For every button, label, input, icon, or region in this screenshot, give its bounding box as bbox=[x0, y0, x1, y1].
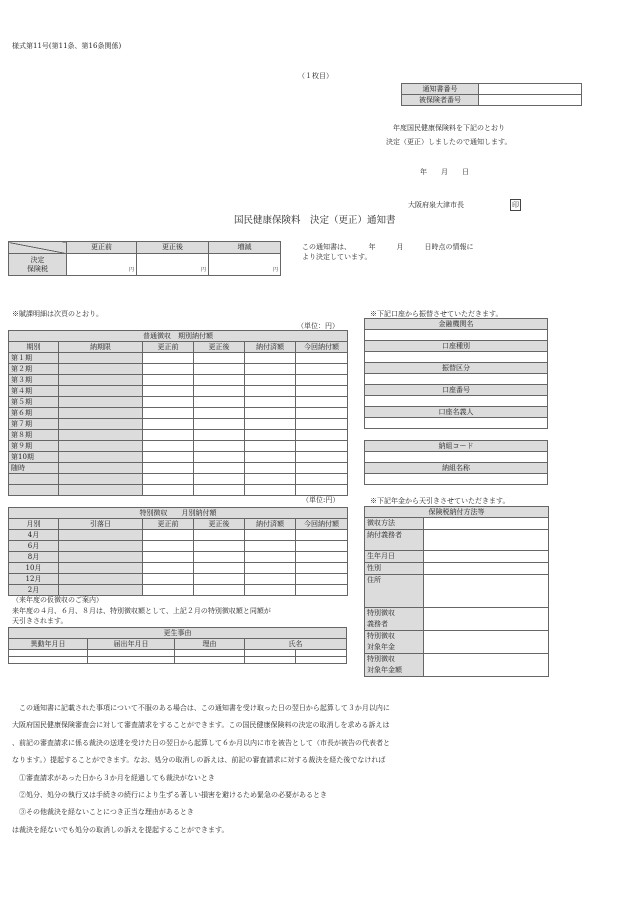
field-value bbox=[365, 474, 548, 485]
table-row bbox=[9, 563, 348, 574]
value-row bbox=[365, 396, 548, 407]
bank-note: ※下記口座から振替させていただきます。 bbox=[370, 310, 503, 318]
next-year-heading: （来年度の仮徴収のご案内） bbox=[12, 596, 103, 604]
amount-cell bbox=[143, 375, 194, 386]
column-header: 今回納付額 bbox=[296, 342, 348, 353]
amount-cell bbox=[296, 375, 348, 386]
table-row bbox=[9, 574, 348, 585]
amount-cell bbox=[143, 552, 194, 563]
table-row bbox=[9, 419, 348, 430]
due-date-cell bbox=[59, 430, 143, 441]
amount-cell bbox=[296, 397, 348, 408]
notice-number-label: 通知書番号 bbox=[402, 84, 479, 95]
pension-note: ※下記年金から天引きさせていただきます。 bbox=[370, 497, 510, 505]
sheet-label: （１枚目） bbox=[298, 72, 333, 80]
field-value bbox=[424, 631, 549, 654]
row-label-1: 決定 bbox=[30, 255, 45, 264]
value-row bbox=[365, 474, 548, 485]
seal-mark: 印 bbox=[512, 201, 519, 209]
amount-cell bbox=[143, 386, 194, 397]
table-row bbox=[9, 386, 348, 397]
appeal-item-2: ②処分、処分の執行又は手続きの続行により生ずる著しい損害を避けるため緊急の必要があるとき bbox=[12, 791, 327, 800]
label-row bbox=[365, 319, 548, 330]
amount-cell bbox=[194, 430, 245, 441]
field-label: 特別徴収 対象年金 bbox=[365, 631, 424, 654]
amount-cell bbox=[245, 485, 296, 496]
table-row bbox=[365, 654, 549, 677]
row-label: 随時 bbox=[9, 463, 59, 474]
amount-cell bbox=[143, 541, 194, 552]
summary-table bbox=[8, 241, 281, 276]
field-label: 口座番号 bbox=[365, 385, 548, 396]
issuer bbox=[408, 199, 521, 211]
col-change-date: 異動年月日 bbox=[9, 639, 88, 650]
table-row bbox=[9, 364, 348, 375]
due-date-cell bbox=[59, 485, 143, 496]
label-row bbox=[365, 441, 548, 452]
table-row bbox=[9, 530, 348, 541]
form-number: 様式第11号(第11条、第16条関係) bbox=[12, 42, 122, 50]
value-row bbox=[365, 352, 548, 363]
amount-cell bbox=[194, 574, 245, 585]
amount-cell bbox=[194, 585, 245, 596]
amount-cell bbox=[143, 585, 194, 596]
field-value bbox=[424, 654, 549, 677]
amount-cell bbox=[296, 552, 348, 563]
row-label: 第８期 bbox=[9, 430, 59, 441]
value-row bbox=[365, 330, 548, 341]
amount-cell bbox=[194, 364, 245, 375]
next-year-note bbox=[12, 595, 271, 627]
column-header: 納付済額 bbox=[245, 342, 296, 353]
due-date-cell bbox=[59, 386, 143, 397]
amount-cell bbox=[245, 541, 296, 552]
issue-date: 年 月 日 bbox=[420, 168, 469, 176]
column-header: 月別 bbox=[9, 519, 59, 530]
amount-cell bbox=[245, 452, 296, 463]
field-value bbox=[365, 330, 548, 341]
amount-cell bbox=[194, 530, 245, 541]
table-title-row bbox=[9, 331, 348, 342]
amount-cell bbox=[143, 452, 194, 463]
appeal-item-3: ③その他裁決を経ないことにつき正当な理由があるとき bbox=[12, 808, 194, 817]
amount-cell bbox=[245, 441, 296, 452]
row-label: 2月 bbox=[9, 585, 59, 596]
row-label: 第10期 bbox=[9, 452, 59, 463]
field-label: 振替区分 bbox=[365, 363, 548, 374]
due-date-cell bbox=[59, 563, 143, 574]
label-row bbox=[365, 341, 548, 352]
field-value bbox=[365, 352, 548, 363]
amount-cell bbox=[194, 485, 245, 496]
amount-cell bbox=[143, 408, 194, 419]
column-header: 納期限 bbox=[59, 342, 143, 353]
amount-cell bbox=[245, 353, 296, 364]
due-date-cell bbox=[59, 408, 143, 419]
col-before: 更正前 bbox=[67, 242, 137, 254]
row-label: 第６期 bbox=[9, 408, 59, 419]
amount-cell bbox=[296, 386, 348, 397]
bank-account-table bbox=[364, 318, 548, 429]
row-label-2: 保険税 bbox=[27, 264, 48, 273]
amount-cell bbox=[194, 474, 245, 485]
value-row bbox=[365, 418, 548, 429]
due-date-cell bbox=[59, 574, 143, 585]
amount-cell bbox=[194, 441, 245, 452]
amount-cell bbox=[296, 441, 348, 452]
label-row bbox=[365, 363, 548, 374]
after-yen: 円 bbox=[137, 254, 209, 276]
amount-cell bbox=[245, 364, 296, 375]
field-label: 納組コード bbox=[365, 441, 548, 452]
field-label: 特別徴収 対象年金額 bbox=[365, 654, 424, 677]
notice-number-field bbox=[479, 84, 582, 95]
col-diff: 増減 bbox=[209, 242, 281, 254]
before-yen: 円 bbox=[67, 254, 137, 276]
insured-number-field bbox=[479, 95, 582, 106]
table-row bbox=[9, 452, 348, 463]
field-label: 住所 bbox=[365, 575, 424, 608]
row-label: 第２期 bbox=[9, 364, 59, 375]
amount-cell bbox=[296, 452, 348, 463]
field-value bbox=[365, 374, 548, 385]
amount-cell bbox=[245, 397, 296, 408]
amount-cell bbox=[143, 574, 194, 585]
table-row bbox=[365, 530, 549, 551]
field-label: 性別 bbox=[365, 563, 424, 575]
appeal-line: 、前記の審査請求に係る裁決の送達を受けた日の翌日から起算して６か月以内に市を被告として（市長が被告の代表者と bbox=[12, 738, 390, 747]
amount-cell bbox=[143, 353, 194, 364]
table-title: 特別徴収 月別納付額 bbox=[9, 508, 348, 519]
column-header: 納付済額 bbox=[245, 519, 296, 530]
amount-cell bbox=[296, 530, 348, 541]
next-year-line-1: 来年度の４月、６月、８月は、特別徴収額として、上記２月の特別徴収額と同額が bbox=[12, 606, 271, 615]
amount-cell bbox=[245, 474, 296, 485]
table-row bbox=[9, 552, 348, 563]
field-label: 納付義務者 bbox=[365, 530, 424, 551]
due-date-cell bbox=[59, 397, 143, 408]
table-title: 普通徴収 期別納付額 bbox=[9, 331, 348, 342]
intro-line-1: 年度国民健康保険料を下記のとおり bbox=[393, 124, 505, 132]
column-header: 更正後 bbox=[194, 342, 245, 353]
field-value bbox=[424, 563, 549, 575]
table-row bbox=[9, 657, 347, 664]
amount-cell bbox=[143, 463, 194, 474]
header-row bbox=[9, 342, 348, 353]
row-label: 8月 bbox=[9, 552, 59, 563]
info-note bbox=[302, 242, 474, 262]
table-row bbox=[365, 575, 549, 608]
column-header: 期別 bbox=[9, 342, 59, 353]
amount-cell bbox=[143, 474, 194, 485]
amount-cell bbox=[194, 397, 245, 408]
amount-cell bbox=[296, 463, 348, 474]
row-label: 第１期 bbox=[9, 353, 59, 364]
amount-cell bbox=[296, 419, 348, 430]
amount-cell bbox=[194, 408, 245, 419]
table-row bbox=[365, 631, 549, 654]
label-row bbox=[365, 463, 548, 474]
amount-cell bbox=[296, 430, 348, 441]
field-label: 金融機関名 bbox=[365, 319, 548, 330]
table-row bbox=[9, 397, 348, 408]
table-row bbox=[9, 408, 348, 419]
unit-label-2: （単位:円） bbox=[302, 496, 340, 504]
amount-cell bbox=[194, 463, 245, 474]
appeal-line: なります。）提起することができます。なお、処分の取消しの訴えは、前記の審査請求に対する裁決を経た後でなければ bbox=[12, 756, 386, 765]
row-label: 12月 bbox=[9, 574, 59, 585]
row-label: 第５期 bbox=[9, 397, 59, 408]
field-label: 徴収方法 bbox=[365, 518, 424, 530]
row-label bbox=[9, 485, 59, 496]
field-label: 納組名称 bbox=[365, 463, 548, 474]
amount-cell bbox=[245, 386, 296, 397]
label-row bbox=[365, 385, 548, 396]
row-label: 第３期 bbox=[9, 375, 59, 386]
amount-cell bbox=[143, 419, 194, 430]
table-row bbox=[9, 375, 348, 386]
amount-cell bbox=[143, 563, 194, 574]
amount-cell bbox=[194, 452, 245, 463]
amount-cell bbox=[143, 364, 194, 375]
special-collection-table bbox=[8, 507, 348, 596]
table-row bbox=[9, 541, 348, 552]
due-date-cell bbox=[59, 375, 143, 386]
appeal-notice bbox=[12, 700, 390, 839]
table-row bbox=[9, 463, 348, 474]
table-row bbox=[9, 650, 347, 657]
due-date-cell bbox=[59, 364, 143, 375]
field-value bbox=[424, 575, 549, 608]
appeal-line: は裁決を経ないでも処分の取消しの訴えを提起することができます。 bbox=[12, 825, 229, 834]
amount-cell bbox=[245, 585, 296, 596]
table-row bbox=[9, 485, 348, 496]
amount-cell bbox=[194, 375, 245, 386]
field-label: 口座名義人 bbox=[365, 407, 548, 418]
amount-cell bbox=[296, 485, 348, 496]
due-date-cell bbox=[59, 452, 143, 463]
amount-cell bbox=[296, 585, 348, 596]
column-header: 今回納付額 bbox=[296, 519, 348, 530]
table-row bbox=[9, 585, 348, 596]
row-label: 第４期 bbox=[9, 386, 59, 397]
amount-cell bbox=[194, 419, 245, 430]
row-label bbox=[9, 474, 59, 485]
change-reason-table bbox=[8, 627, 347, 664]
amount-cell bbox=[296, 364, 348, 375]
column-header: 更正前 bbox=[143, 342, 194, 353]
pension-payment-table bbox=[364, 506, 549, 677]
amount-cell bbox=[245, 563, 296, 574]
amount-cell bbox=[143, 397, 194, 408]
col-after: 更正後 bbox=[137, 242, 209, 254]
amount-cell bbox=[245, 408, 296, 419]
due-date-cell bbox=[59, 541, 143, 552]
due-date-cell bbox=[59, 441, 143, 452]
document-title: 国民健康保険料 決定（更正）通知書 bbox=[234, 215, 396, 226]
amount-cell bbox=[245, 574, 296, 585]
table-row bbox=[9, 353, 348, 364]
field-value bbox=[424, 551, 549, 563]
due-date-cell bbox=[59, 419, 143, 430]
unit-label-1: （単位：円） bbox=[297, 322, 339, 330]
col-report-date: 届出年月日 bbox=[88, 639, 175, 650]
row-label: 第７期 bbox=[9, 419, 59, 430]
amount-cell bbox=[245, 430, 296, 441]
table-row bbox=[365, 551, 549, 563]
field-value bbox=[424, 530, 549, 551]
header-row bbox=[9, 519, 348, 530]
table-title-row bbox=[9, 508, 348, 519]
value-row bbox=[365, 374, 548, 385]
table-title-row bbox=[365, 507, 549, 518]
table-row bbox=[9, 441, 348, 452]
amount-cell bbox=[296, 541, 348, 552]
amount-cell bbox=[296, 563, 348, 574]
regular-collection-table bbox=[8, 330, 348, 496]
amount-cell bbox=[296, 353, 348, 364]
field-value bbox=[424, 518, 549, 530]
detail-note: ※賦課明細は次頁のとおり。 bbox=[12, 310, 103, 318]
amount-cell bbox=[194, 386, 245, 397]
row-label: 第９期 bbox=[9, 441, 59, 452]
amount-cell bbox=[143, 441, 194, 452]
due-date-cell bbox=[59, 463, 143, 474]
info-note-1: この通知書は、 年 月 日時点の情報に bbox=[302, 243, 474, 251]
diff-yen: 円 bbox=[209, 254, 281, 276]
amount-cell bbox=[245, 530, 296, 541]
amount-cell bbox=[296, 474, 348, 485]
label-row bbox=[365, 407, 548, 418]
next-year-line-2: 天引きされます。 bbox=[12, 617, 68, 625]
due-date-cell bbox=[59, 530, 143, 541]
column-header: 更正後 bbox=[194, 519, 245, 530]
field-value bbox=[424, 608, 549, 631]
issuer-name: 大阪府泉大津市長 bbox=[408, 201, 464, 209]
info-note-2: より決定しています。 bbox=[302, 253, 372, 261]
row-label bbox=[9, 254, 67, 276]
amount-cell bbox=[296, 408, 348, 419]
table-title: 保険税納付方法等 bbox=[365, 507, 549, 518]
amount-cell bbox=[245, 375, 296, 386]
intro-line-2: 決定（更正）しましたので通知します。 bbox=[386, 138, 512, 146]
amount-cell bbox=[143, 530, 194, 541]
diagonal-cell bbox=[9, 242, 67, 254]
table-row bbox=[365, 518, 549, 530]
table-row bbox=[9, 430, 348, 441]
col-name: 氏名 bbox=[245, 639, 347, 650]
group-code-table bbox=[364, 440, 548, 485]
appeal-item-1: ①審査請求があった日から３か月を経過しても裁決がないとき bbox=[12, 773, 215, 782]
value-row bbox=[365, 452, 548, 463]
field-value bbox=[365, 396, 548, 407]
amount-cell bbox=[194, 353, 245, 364]
insured-number-label: 被保険者番号 bbox=[402, 95, 479, 106]
table-row bbox=[365, 563, 549, 575]
amount-cell bbox=[194, 552, 245, 563]
change-title: 更生事由 bbox=[9, 628, 347, 639]
table-row bbox=[365, 608, 549, 631]
row-label: 4月 bbox=[9, 530, 59, 541]
row-label: 10月 bbox=[9, 563, 59, 574]
amount-cell bbox=[245, 419, 296, 430]
field-value bbox=[365, 452, 548, 463]
column-header: 更正前 bbox=[143, 519, 194, 530]
amount-cell bbox=[296, 574, 348, 585]
col-reason: 理由 bbox=[175, 639, 245, 650]
id-table bbox=[401, 83, 582, 106]
field-label: 特別徴収 義務者 bbox=[365, 608, 424, 631]
due-date-cell bbox=[59, 585, 143, 596]
appeal-line: 大阪府国民健康保険審査会に対して審査請求をすることができます。この国民健康保険料の決定の取消しを求める訴えは bbox=[12, 721, 390, 730]
field-label: 口座種別 bbox=[365, 341, 548, 352]
amount-cell bbox=[245, 463, 296, 474]
due-date-cell bbox=[59, 474, 143, 485]
amount-cell bbox=[143, 430, 194, 441]
amount-cell bbox=[245, 552, 296, 563]
field-label: 生年月日 bbox=[365, 551, 424, 563]
table-row bbox=[9, 474, 348, 485]
amount-cell bbox=[194, 541, 245, 552]
row-label: 6月 bbox=[9, 541, 59, 552]
amount-cell bbox=[194, 563, 245, 574]
amount-cell bbox=[143, 485, 194, 496]
due-date-cell bbox=[59, 552, 143, 563]
due-date-cell bbox=[59, 353, 143, 364]
column-header: 引落日 bbox=[59, 519, 143, 530]
field-value bbox=[365, 418, 548, 429]
appeal-line: この通知書に記載された事項について不服のある場合は、この通知書を受け取った日の翌日から起算して３か月以内に bbox=[12, 704, 390, 712]
